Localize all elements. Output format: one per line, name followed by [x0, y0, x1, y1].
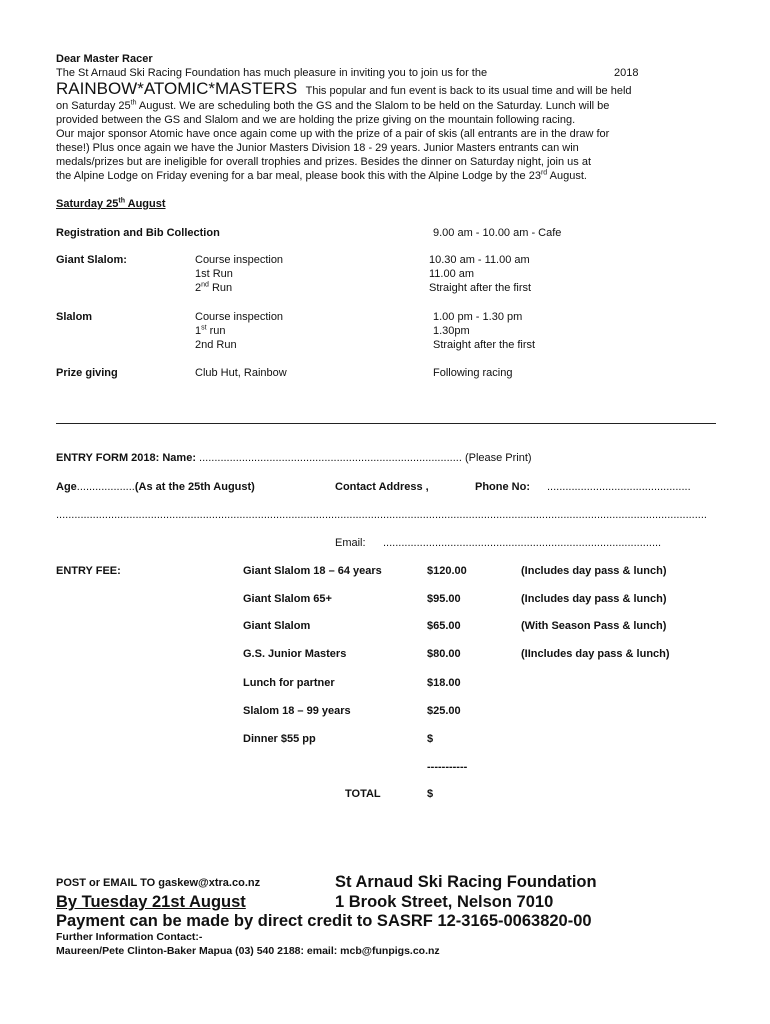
address-field[interactable]: .....................................................................................................................................................................................................................: [56, 509, 707, 521]
letter-line-8: the Alpine Lodge on Friday evening for a bar meal, please book this with the Alpine Lodge by the 23rd August.: [56, 169, 587, 182]
fee-item: Giant Slalom 18 – 64 years: [243, 565, 382, 577]
fee-note: (Includes day pass & lunch): [521, 593, 667, 605]
slalom-label: Slalom: [56, 311, 93, 323]
prize-time: Following racing: [433, 367, 513, 379]
fee-note: (With Season Pass & lunch): [521, 620, 667, 632]
deadline: By Tuesday 21st August: [56, 893, 246, 911]
payment-details: Payment can be made by direct credit to SASRF 12-3165-0063820-00: [56, 912, 592, 930]
age-row: [56, 481, 255, 494]
slalom-item: 1st run: [195, 324, 226, 337]
gs-time: 10.30 am - 11.00 am: [429, 254, 530, 266]
event-name: RAINBOW*ATOMIC*MASTERS: [56, 79, 298, 98]
slalom-time: Straight after the first: [433, 339, 536, 351]
event-line-tail: This popular and fun event is back to its usual time and will be held: [305, 85, 632, 97]
fee-price: $95.00: [427, 593, 461, 605]
letter-line-3: on Saturday 25th August. We are scheduling both the GS and the Slalom to be held on the Saturday. Lunch will be: [56, 99, 610, 112]
gs-item: 2nd Run: [195, 281, 233, 294]
gs-item: Course inspection: [195, 254, 284, 266]
fee-item: Giant Slalom 65+: [243, 593, 332, 605]
fee-item: Slalom 18 – 99 years: [243, 705, 351, 717]
fee-label: ENTRY FEE:: [56, 565, 121, 577]
fee-item: Giant Slalom: [243, 620, 311, 632]
fee-price: $65.00: [427, 620, 461, 632]
organisation-name: St Arnaud Ski Racing Foundation: [335, 873, 597, 891]
name-field[interactable]: ......................................................................................: [199, 452, 462, 464]
name-row: [56, 452, 532, 465]
registration-time: 9.00 am - 10.00 am - Cafe: [433, 227, 562, 239]
salutation: Dear Master Racer: [56, 53, 153, 65]
fee-price: $25.00: [427, 705, 461, 717]
age-note: (As at the 25th August): [134, 481, 255, 493]
fee-price-field[interactable]: $: [427, 733, 434, 745]
email-field[interactable]: ...........................................................................................: [383, 537, 662, 549]
contact-line: Maureen/Pete Clinton-Baker Mapua (03) 540 2188: email: mcb@funpigs.co.nz: [56, 945, 440, 957]
intro-line: The St Arnaud Ski Racing Foundation has much pleasure in inviting you to join us for the: [56, 67, 488, 79]
fee-item: Lunch for partner: [243, 677, 335, 689]
gs-time: 11.00 am: [429, 268, 475, 280]
post-email-label: POST or EMAIL TO gaskew@xtra.co.nz: [56, 877, 261, 889]
letter-line-7: medals/prizes but are ineligible for overall trophies and prizes. Besides the dinner on Saturday night, join us at: [56, 156, 592, 168]
schedule-heading: Saturday 25th August: [56, 197, 166, 210]
divider: [56, 423, 716, 424]
fee-note: (IIncludes day pass & lunch): [521, 648, 670, 660]
letter-line-5: Our major sponsor Atomic have once again come up with the prize of a pair of skis (all entrants are in the draw for: [56, 128, 610, 140]
registration-label: Registration and Bib Collection: [56, 227, 220, 239]
letter-line-6: these!) Plus once again we have the Junior Masters Division 18 - 29 years. Junior Masters entrants can win: [56, 142, 579, 154]
slalom-item: 2nd Run: [195, 339, 237, 351]
slalom-item: Course inspection: [195, 311, 284, 323]
total-field[interactable]: $: [427, 788, 434, 800]
email-label: Email:: [335, 537, 366, 549]
prize-location: Club Hut, Rainbow: [195, 367, 287, 379]
fee-item: Dinner $55 pp: [243, 733, 316, 745]
age-field[interactable]: ...................: [76, 481, 135, 493]
fee-price: $18.00: [427, 677, 461, 689]
fee-price: $80.00: [427, 648, 461, 660]
address-label: Contact Address ,: [335, 481, 429, 493]
name-note: (Please Print): [464, 452, 532, 464]
phone-label: Phone No:: [475, 481, 530, 493]
total-label: TOTAL: [345, 788, 381, 800]
slalom-time: 1.30pm: [433, 325, 470, 337]
letter-line-4: provided between the GS and Slalom and we are holding the prize giving on the mountain following racing.: [56, 114, 576, 126]
fee-note: (Includes day pass & lunch): [521, 565, 667, 577]
name-label: ENTRY FORM 2018: Name:: [56, 452, 196, 464]
prize-label: Prize giving: [56, 367, 118, 379]
total-rule: -----------: [427, 761, 468, 773]
phone-field[interactable]: ...............................................: [547, 481, 691, 493]
slalom-time: 1.00 pm - 1.30 pm: [433, 311, 523, 323]
fee-price: $120.00: [427, 565, 467, 577]
info-label: Further Information Contact:-: [56, 931, 203, 943]
gs-time: Straight after the first: [429, 282, 532, 294]
fee-item: G.S. Junior Masters: [243, 648, 347, 660]
gs-label: Giant Slalom:: [56, 254, 127, 266]
event-year: 2018: [614, 67, 639, 79]
event-line: [56, 80, 632, 99]
gs-item: 1st Run: [195, 268, 233, 280]
postal-address: 1 Brook Street, Nelson 7010: [335, 893, 554, 911]
age-label: Age: [56, 481, 77, 493]
